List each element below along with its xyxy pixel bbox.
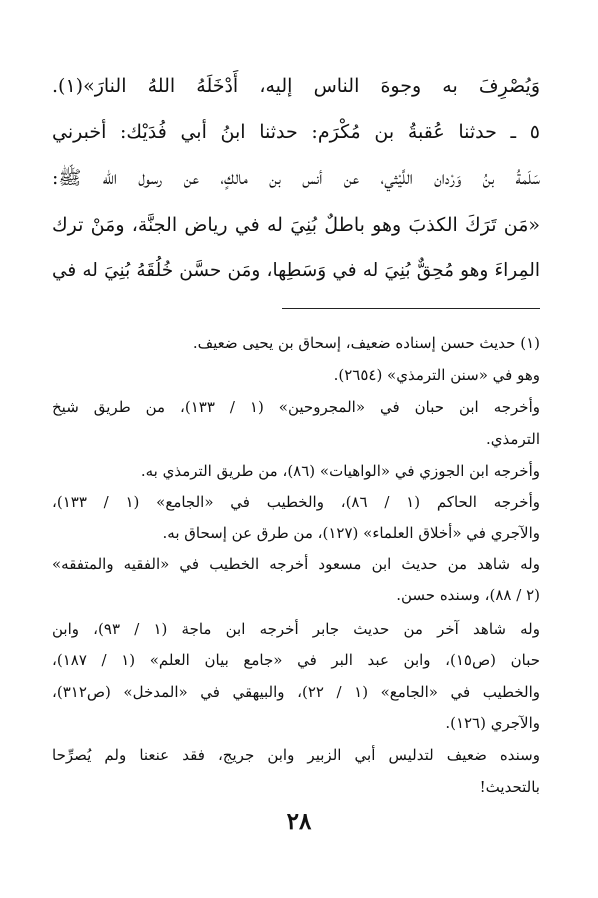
main-text-line: ٥ ـ حدثنا عُقبةُ بن مُكْرَم: حدثنا ابنُ أبي فُدَيْك: أخبرني xyxy=(52,121,540,143)
page-number: ٢٨ xyxy=(286,808,312,835)
footnote-line: وهو في «سنن الترمذي» (٢٦٥٤). xyxy=(333,366,540,384)
footnote-line: وله شاهد آخر من حديث جابر أخرجه ابن ماجة (١ / ٩٣)، وابن xyxy=(52,620,540,638)
footnote-line: وأخرجه الحاكم (١ / ٨٦)، والخطيب في «الجامع» (١ / ١٣٣)، xyxy=(52,493,540,511)
footnote-line: وسنده ضعيف لتدليس أبي الزبير وابن جريج، فقد عنعنا ولم يُصرِّحا xyxy=(52,746,540,764)
footnote-line: وله شاهد من حديث ابن مسعود أخرجه الخطيب في «الفقيه والمتفقه» xyxy=(52,555,540,573)
main-text-line: «مَن تَرَكَ الكذبَ وهو باطلٌ بُنِيَ له في رياض الجنَّة، ومَنْ ترك xyxy=(52,214,540,236)
footnote-line: والآجري (١٢٦). xyxy=(445,714,540,732)
footnote-line: (١) حديث حسن إسناده ضعيف، إسحاق بن يحيى ضعيف. xyxy=(192,334,540,352)
main-text-line: وَيُصْرِفَ به وجوهَ الناس إليه، أَدْخَلَهُ اللهُ النارَ»(١). xyxy=(52,75,540,97)
footnote-line: حبان (ص١٥)، وابن عبد البر في «جامع بيان العلم» (١ / ١٨٧)، xyxy=(52,651,540,669)
main-text-line: سَلَمةُ بنُ وَرْدان اللَّيْثي، عن أنس بن مالكٍ، عن رسول الله ﷺ: xyxy=(52,167,540,189)
footnote-line: والخطيب في «الجامع» (١ / ٢٢)، والبيهقي في «المدخل» (ص٣١٢)، xyxy=(52,683,540,701)
footnote-line: بالتحديث! xyxy=(479,778,540,796)
footnote-line: وأخرجه ابن الجوزي في «الواهيات» (٨٦)، من طريق الترمذي به. xyxy=(140,462,540,480)
main-text-line: المِراءَ وهو مُحِقٌّ بُنِيَ له في وَسَطِها، ومَن حسَّن خُلُقَهُ بُنِيَ له في xyxy=(52,260,540,281)
footnote-line: (٢ / ٨٨)، وسنده حسن. xyxy=(396,586,540,604)
footnote-separator xyxy=(282,308,540,309)
footnote-line: الترمذي. xyxy=(486,430,540,448)
footnote-line: وأخرجه ابن حبان في «المجروحين» (١ / ١٣٣)، من طريق شيخ xyxy=(52,398,540,416)
footnote-line: والآجري في «أخلاق العلماء» (١٢٧)، من طرق عن إسحاق به. xyxy=(162,524,540,542)
